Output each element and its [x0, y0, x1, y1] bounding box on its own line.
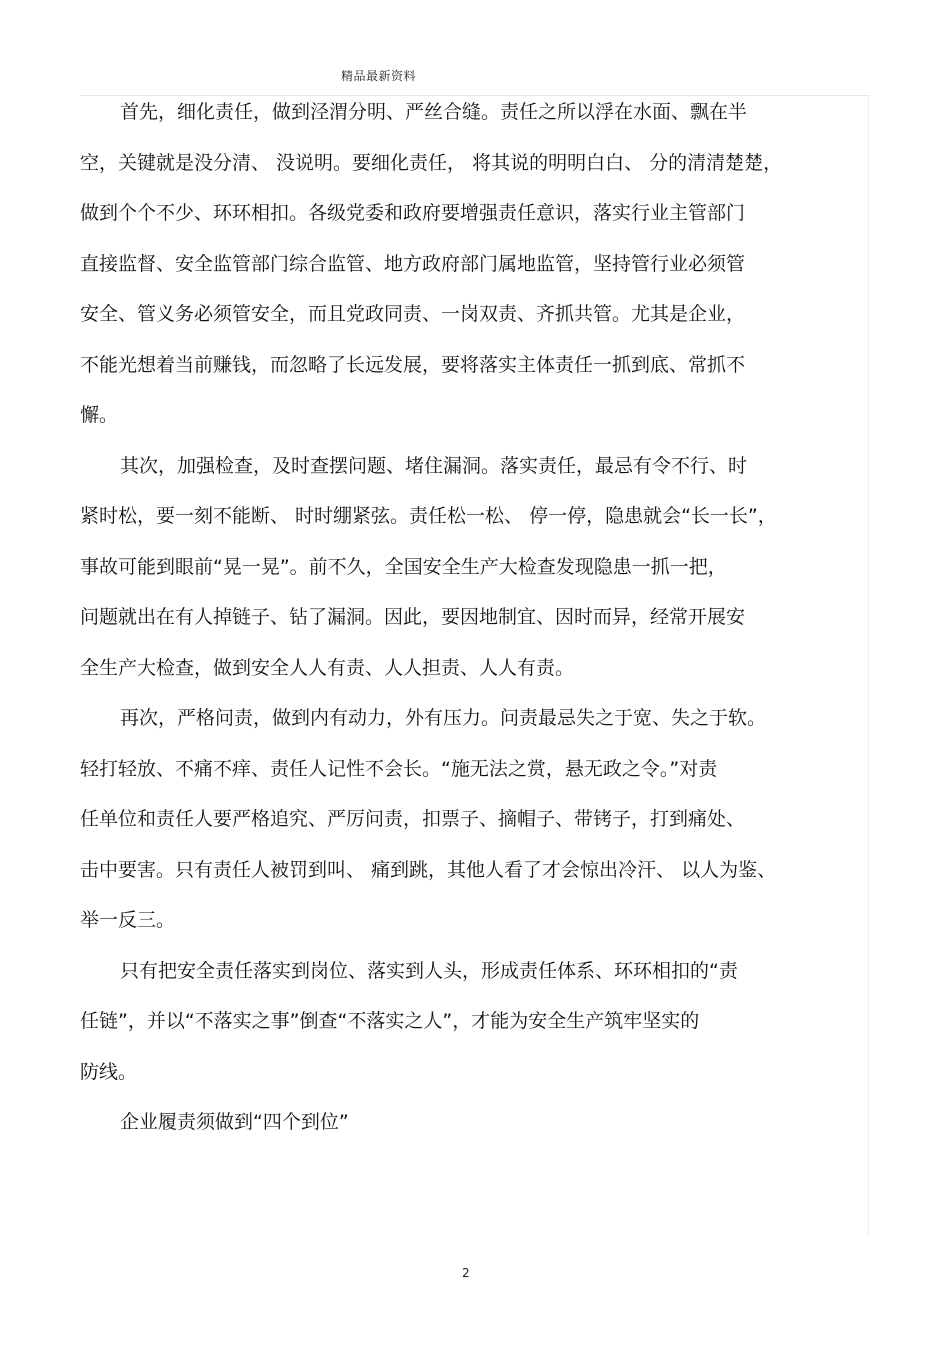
text-line: 任单位和责任人要严格追究、严厉问责，扣票子、摘帽子、带铐子，打到痛处、: [80, 808, 746, 830]
margin-divider: [868, 95, 869, 1235]
text-line: 防线。: [80, 1060, 138, 1083]
page-header: 精品最新资料: [341, 69, 417, 83]
text-line: 问题就出在有人掉链子、钻了漏洞。因此，要因地制宜、因时而异，经常开展安: [80, 606, 746, 628]
text-line: 直接监督、安全监管部门综合监管、地方政府部门属地监管，坚持管行业必须管: [80, 252, 746, 275]
text-line: 再次，严格问责，做到内有动力，外有压力。问责最忌失之于宽、失之于软。: [120, 707, 767, 729]
header-divider: [80, 95, 870, 96]
text-line: 全生产大检查，做到安全人人有责、人人担责、人人有责。: [80, 656, 575, 679]
text-line: 不能光想着当前赚钱，而忽略了长远发展，要将落实主体责任一抓到底、常抓不: [80, 353, 746, 376]
text-line: 其次，加强检查，及时查摆问题、堵住漏洞。落实责任，最忌有令不行、时: [120, 454, 748, 477]
section-heading: 企业履责须做到“四个到位”: [120, 1111, 349, 1133]
text-line: 安全、管义务必须管安全，而且党政同责、一岗双责、齐抓共管。尤其是企业，: [80, 303, 746, 325]
paragraph: [80, 959, 860, 1085]
text-line: 事故可能到眼前“晃一晃”。前不久，全国安全生产大检查发现隐患一抓一把，: [80, 555, 727, 578]
text-line: 轻打轻放、不痛不痒、责任人记性不会长。“施无法之赏，悬无政之令。”对责: [80, 757, 718, 780]
paragraph: [80, 454, 860, 681]
text-line: 击中要害。只有责任人被罚到叫、 痛到跳，其他人看了才会惊出冷汗、 以人为鉴、: [80, 858, 777, 881]
document-body: [80, 100, 860, 1161]
text-line: 首先，细化责任，做到泾渭分明、严丝合缝。责任之所以浮在水面、飘在半: [120, 101, 748, 123]
paragraph: [80, 1110, 860, 1135]
text-line: 懈。: [80, 404, 119, 426]
text-line: 做到个个不少、环环相扣。各级党委和政府要增强责任意识，落实行业主管部门: [80, 202, 746, 224]
text-line: 空，关键就是没分清、 没说明。要细化责任， 将其说的明明白白、 分的清清楚楚，: [80, 151, 783, 174]
paragraph: [80, 100, 860, 428]
page-number: 2: [462, 1266, 470, 1280]
text-line: 任链”，并以“不落实之事”倒查“不落实之人”，才能为安全生产筑牢坚实的: [80, 1010, 700, 1032]
text-line: 只有把安全责任落实到岗位、落实到人头，形成责任体系、环环相扣的“责: [120, 959, 738, 982]
text-line: 紧时松，要一刻不能断、 时时绷紧弦。责任松一松、 停一停，隐患就会“长一长”，: [80, 505, 777, 527]
text-line: 举一反三。: [80, 909, 176, 931]
paragraph: [80, 706, 860, 933]
